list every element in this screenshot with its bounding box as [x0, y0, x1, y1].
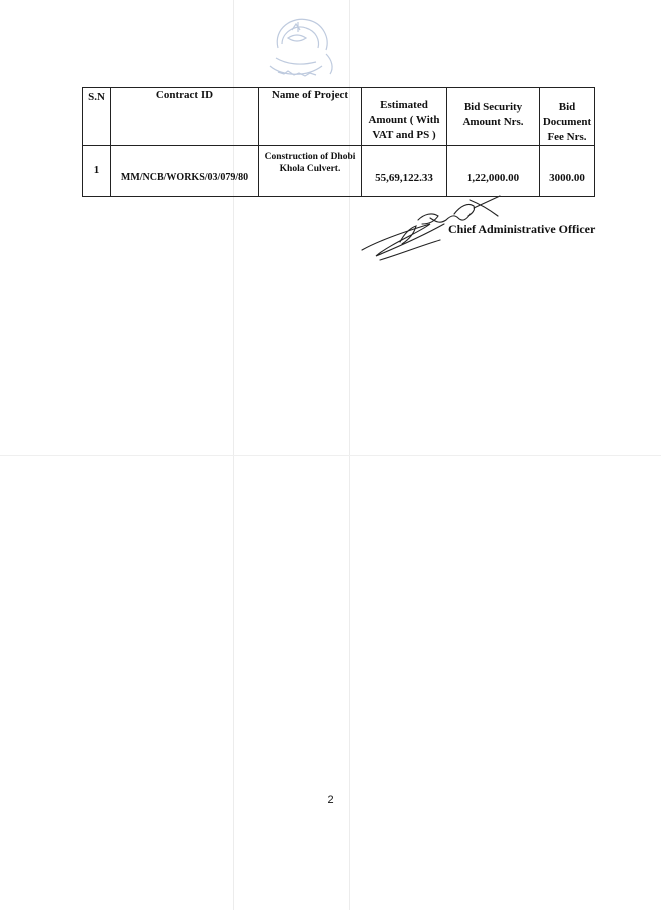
table-row: [83, 145, 595, 196]
header-bid-document-fee: Bid Document Fee Nrs.: [540, 88, 595, 146]
bid-details-table: [82, 87, 595, 197]
table-header-row: [83, 88, 595, 146]
cell-estimated-amount: 55,69,122.33: [362, 145, 447, 196]
cell-sn: 1: [83, 145, 111, 196]
cell-bid-security: 1,22,000.00: [447, 145, 540, 196]
office-seal-stamp: [248, 8, 354, 86]
cell-bid-document-fee: 3000.00: [540, 145, 595, 196]
cell-contract-id: MM/NCB/WORKS/03/079/80: [111, 145, 259, 196]
fold-line: [0, 455, 661, 456]
header-contract-id: Contract ID: [111, 88, 259, 146]
cell-name-of-project: Construction of Dhobi Khola Culvert.: [259, 145, 362, 196]
header-sn: S.N: [83, 88, 111, 146]
header-bid-security: Bid Security Amount Nrs.: [447, 88, 540, 146]
header-estimated-amount: Estimated Amount ( With VAT and PS ): [362, 88, 447, 146]
header-name-of-project: Name of Project: [259, 88, 362, 146]
page-number: 2: [327, 794, 334, 806]
signatory-title: Chief Administrative Officer: [448, 222, 596, 236]
